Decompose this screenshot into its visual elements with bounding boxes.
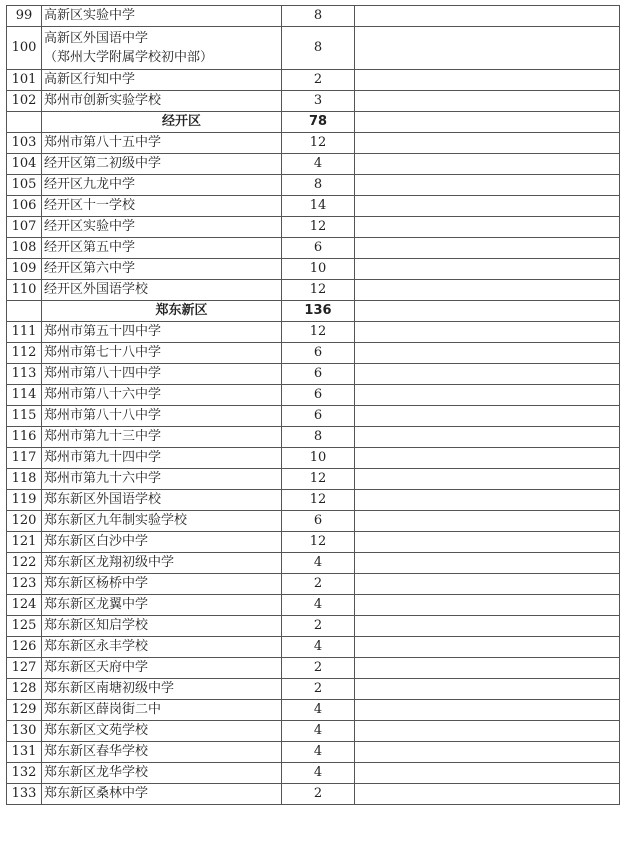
row-number: 130 xyxy=(7,721,42,742)
school-name: 郑州市第九十六中学 xyxy=(42,469,282,490)
quota-count: 8 xyxy=(282,175,355,196)
note-cell xyxy=(355,175,620,196)
quota-count: 2 xyxy=(282,658,355,679)
table-body xyxy=(7,6,620,805)
row-number: 122 xyxy=(7,553,42,574)
school-name: 郑东新区春华学校 xyxy=(42,742,282,763)
note-cell xyxy=(355,574,620,595)
row-number: 115 xyxy=(7,406,42,427)
table-row xyxy=(7,574,620,595)
row-number: 100 xyxy=(7,27,42,70)
school-name: 郑东新区文苑学校 xyxy=(42,721,282,742)
quota-count: 2 xyxy=(282,70,355,91)
row-number: 123 xyxy=(7,574,42,595)
note-cell xyxy=(355,280,620,301)
table-row xyxy=(7,721,620,742)
row-number: 128 xyxy=(7,679,42,700)
quota-count: 2 xyxy=(282,679,355,700)
note-cell xyxy=(355,637,620,658)
school-name: 经开区外国语学校 xyxy=(42,280,282,301)
school-name: 郑州市第八十四中学 xyxy=(42,364,282,385)
school-name: 高新区行知中学 xyxy=(42,70,282,91)
note-cell xyxy=(355,784,620,805)
table-row xyxy=(7,490,620,511)
district-section-row xyxy=(7,112,620,133)
row-number: 120 xyxy=(7,511,42,532)
row-number: 102 xyxy=(7,91,42,112)
note-cell xyxy=(355,217,620,238)
quota-count: 4 xyxy=(282,553,355,574)
school-name: 经开区实验中学 xyxy=(42,217,282,238)
school-name: 郑州市第七十八中学 xyxy=(42,343,282,364)
quota-count: 4 xyxy=(282,637,355,658)
note-cell xyxy=(355,343,620,364)
school-name: 郑东新区永丰学校 xyxy=(42,637,282,658)
school-name: 郑东新区知启学校 xyxy=(42,616,282,637)
quota-count: 10 xyxy=(282,259,355,280)
note-cell xyxy=(355,742,620,763)
school-quota-table xyxy=(6,5,620,805)
row-number: 133 xyxy=(7,784,42,805)
table-row xyxy=(7,763,620,784)
district-name: 经开区 xyxy=(42,112,282,133)
table-row xyxy=(7,70,620,91)
table-row xyxy=(7,700,620,721)
quota-count: 8 xyxy=(282,27,355,70)
district-total: 78 xyxy=(282,112,355,133)
row-number: 121 xyxy=(7,532,42,553)
row-number: 112 xyxy=(7,343,42,364)
school-name: 经开区十一学校 xyxy=(42,196,282,217)
quota-count: 12 xyxy=(282,133,355,154)
row-number: 132 xyxy=(7,763,42,784)
row-number: 99 xyxy=(7,6,42,27)
quota-count: 2 xyxy=(282,784,355,805)
school-name: 经开区九龙中学 xyxy=(42,175,282,196)
table-row xyxy=(7,406,620,427)
school-name: 郑东新区南塘初级中学 xyxy=(42,679,282,700)
row-number: 127 xyxy=(7,658,42,679)
school-name: 郑州市第八十六中学 xyxy=(42,385,282,406)
row-number: 101 xyxy=(7,70,42,91)
row-number: 126 xyxy=(7,637,42,658)
school-name: 高新区实验中学 xyxy=(42,6,282,27)
quota-count: 12 xyxy=(282,217,355,238)
quota-count: 3 xyxy=(282,91,355,112)
quota-count: 4 xyxy=(282,763,355,784)
row-number: 117 xyxy=(7,448,42,469)
note-cell xyxy=(355,532,620,553)
quota-count: 4 xyxy=(282,595,355,616)
school-name: 经开区第五中学 xyxy=(42,238,282,259)
note-cell xyxy=(355,70,620,91)
row-number: 118 xyxy=(7,469,42,490)
section-no-cell xyxy=(7,112,42,133)
row-number: 103 xyxy=(7,133,42,154)
quota-count: 4 xyxy=(282,700,355,721)
quota-count: 4 xyxy=(282,154,355,175)
quota-count: 14 xyxy=(282,196,355,217)
table-row xyxy=(7,6,620,27)
quota-count: 2 xyxy=(282,574,355,595)
school-name: 郑州市第五十四中学 xyxy=(42,322,282,343)
school-name: 郑东新区龙翔初级中学 xyxy=(42,553,282,574)
note-cell xyxy=(355,385,620,406)
table-row xyxy=(7,511,620,532)
note-cell xyxy=(355,196,620,217)
row-number: 131 xyxy=(7,742,42,763)
table-row xyxy=(7,469,620,490)
row-number: 113 xyxy=(7,364,42,385)
quota-count: 12 xyxy=(282,280,355,301)
quota-count: 6 xyxy=(282,238,355,259)
note-cell xyxy=(355,721,620,742)
school-name-line1: 高新区外国语中学 xyxy=(44,31,149,46)
row-number: 129 xyxy=(7,700,42,721)
note-cell xyxy=(355,469,620,490)
table-row xyxy=(7,196,620,217)
district-total: 136 xyxy=(282,301,355,322)
school-name: 郑东新区天府中学 xyxy=(42,658,282,679)
row-number: 109 xyxy=(7,259,42,280)
note-cell xyxy=(355,763,620,784)
note-cell xyxy=(355,490,620,511)
row-number: 108 xyxy=(7,238,42,259)
table-row xyxy=(7,27,620,70)
note-cell xyxy=(355,427,620,448)
note-cell xyxy=(355,448,620,469)
note-cell xyxy=(355,700,620,721)
quota-count: 4 xyxy=(282,742,355,763)
table-row xyxy=(7,595,620,616)
note-cell xyxy=(355,406,620,427)
district-section-row xyxy=(7,301,620,322)
table-row xyxy=(7,448,620,469)
table-row xyxy=(7,553,620,574)
note-cell xyxy=(355,238,620,259)
note-cell xyxy=(355,553,620,574)
table-row xyxy=(7,322,620,343)
table-row xyxy=(7,154,620,175)
quota-count: 6 xyxy=(282,385,355,406)
note-cell xyxy=(355,133,620,154)
note-cell xyxy=(355,595,620,616)
school-name: 郑州市第八十五中学 xyxy=(42,133,282,154)
quota-count: 6 xyxy=(282,406,355,427)
school-name xyxy=(42,27,282,70)
note-cell xyxy=(355,511,620,532)
note-cell xyxy=(355,616,620,637)
row-number: 107 xyxy=(7,217,42,238)
table-row xyxy=(7,616,620,637)
quota-count: 12 xyxy=(282,322,355,343)
table-row xyxy=(7,427,620,448)
table-row xyxy=(7,343,620,364)
school-name: 经开区第六中学 xyxy=(42,259,282,280)
quota-count: 12 xyxy=(282,532,355,553)
quota-count: 12 xyxy=(282,490,355,511)
row-number: 125 xyxy=(7,616,42,637)
school-name: 郑东新区龙翼中学 xyxy=(42,595,282,616)
table-row xyxy=(7,91,620,112)
school-name: 郑州市创新实验学校 xyxy=(42,91,282,112)
table-row xyxy=(7,532,620,553)
note-cell xyxy=(355,679,620,700)
table-row xyxy=(7,385,620,406)
note-cell xyxy=(355,364,620,385)
table-row xyxy=(7,280,620,301)
school-name: 郑东新区九年制实验学校 xyxy=(42,511,282,532)
table-row xyxy=(7,175,620,196)
note-cell xyxy=(355,301,620,322)
row-number: 114 xyxy=(7,385,42,406)
table-row xyxy=(7,637,620,658)
school-name: 郑东新区桑林中学 xyxy=(42,784,282,805)
school-name: 郑东新区外国语学校 xyxy=(42,490,282,511)
table-row xyxy=(7,133,620,154)
note-cell xyxy=(355,91,620,112)
table-row xyxy=(7,784,620,805)
quota-count: 8 xyxy=(282,427,355,448)
school-name: 经开区第二初级中学 xyxy=(42,154,282,175)
quota-count: 6 xyxy=(282,364,355,385)
section-no-cell xyxy=(7,301,42,322)
row-number: 124 xyxy=(7,595,42,616)
school-name: 郑州市第九十三中学 xyxy=(42,427,282,448)
table-row xyxy=(7,259,620,280)
quota-count: 6 xyxy=(282,343,355,364)
quota-count: 2 xyxy=(282,616,355,637)
school-name: 郑东新区杨桥中学 xyxy=(42,574,282,595)
row-number: 119 xyxy=(7,490,42,511)
note-cell xyxy=(355,112,620,133)
note-cell xyxy=(355,6,620,27)
note-cell xyxy=(355,154,620,175)
school-name: 郑州市第八十八中学 xyxy=(42,406,282,427)
quota-count: 10 xyxy=(282,448,355,469)
note-cell xyxy=(355,27,620,70)
school-name: 郑东新区薛岗街二中 xyxy=(42,700,282,721)
row-number: 110 xyxy=(7,280,42,301)
note-cell xyxy=(355,322,620,343)
table-row xyxy=(7,238,620,259)
table-row xyxy=(7,217,620,238)
district-name: 郑东新区 xyxy=(42,301,282,322)
school-name: 郑州市第九十四中学 xyxy=(42,448,282,469)
school-name-line2: （郑州大学附属学校初中部） xyxy=(44,50,214,65)
note-cell xyxy=(355,259,620,280)
row-number: 116 xyxy=(7,427,42,448)
quota-count: 8 xyxy=(282,6,355,27)
table-row xyxy=(7,679,620,700)
school-name: 郑东新区白沙中学 xyxy=(42,532,282,553)
quota-table-page xyxy=(6,5,619,805)
table-row xyxy=(7,658,620,679)
quota-count: 12 xyxy=(282,469,355,490)
quota-count: 4 xyxy=(282,721,355,742)
row-number: 105 xyxy=(7,175,42,196)
table-row xyxy=(7,364,620,385)
row-number: 104 xyxy=(7,154,42,175)
quota-count: 6 xyxy=(282,511,355,532)
note-cell xyxy=(355,658,620,679)
row-number: 106 xyxy=(7,196,42,217)
row-number: 111 xyxy=(7,322,42,343)
school-name: 郑东新区龙华学校 xyxy=(42,763,282,784)
table-row xyxy=(7,742,620,763)
